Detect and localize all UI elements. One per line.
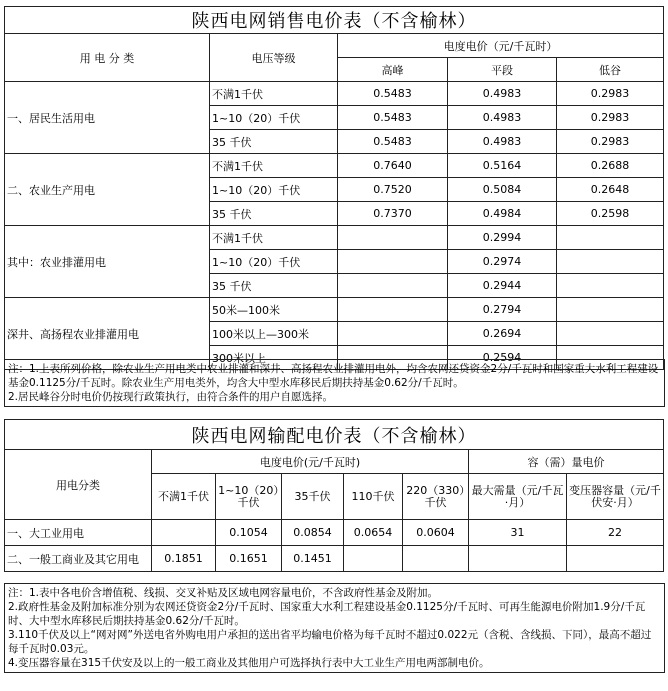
header-category: 用电分类 <box>5 450 152 520</box>
v1-cell: 0.1851 <box>152 546 216 572</box>
note-line: 3.110千伏及以上“网对网”外送电省外购电用户承担的送出省平均输电价格为每千瓦时不超过0.022元（含税、含线损、下同），最高不超过每千瓦时0.03元。 <box>8 629 652 655</box>
note-line: 2.政府性基金及附加标准分别为农网还贷资金2分/千瓦时、国家重大水利工程建设基金0.1125分/千瓦时、可再生能源电价附加1.9分/千瓦时、大中型水库移民后期扶持基金0.62分/千瓦时。 <box>8 601 646 627</box>
v2-cell: 0.1651 <box>216 546 282 572</box>
valley-cell: 0.2598 <box>557 202 664 226</box>
valley-cell: 0.2983 <box>557 82 664 106</box>
row-name: 一、大工业用电 <box>5 520 152 546</box>
voltage-cell: 35 千伏 <box>210 274 338 298</box>
flat-cell: 0.2974 <box>448 250 557 274</box>
note-line: 4.变压器容量在315千伏安及以上的一般工商业及其他用户可选择执行表中大工业生产用电两部制电价。 <box>8 657 490 669</box>
v5-cell <box>403 546 469 572</box>
flat-cell: 0.2694 <box>448 322 557 346</box>
valley-cell: 0.2648 <box>557 178 664 202</box>
valley-cell: 0.2983 <box>557 106 664 130</box>
flat-cell: 0.4983 <box>448 82 557 106</box>
header-transformer: 变压器容量（元/千伏安·月） <box>567 474 664 520</box>
v5-cell: 0.0604 <box>403 520 469 546</box>
note-line: 2.居民峰谷分时电价仍按现行政策执行，由符合条件的用户自愿选择。 <box>8 391 334 403</box>
voltage-cell: 1~10（20）千伏 <box>210 106 338 130</box>
flat-cell: 0.4983 <box>448 130 557 154</box>
voltage-cell: 35 千伏 <box>210 130 338 154</box>
flat-cell: 0.5084 <box>448 178 557 202</box>
table-row <box>5 226 664 250</box>
v4-cell: 0.0654 <box>344 520 403 546</box>
header-v5: 220（330）千伏 <box>403 474 469 520</box>
v3-cell: 0.0854 <box>282 520 344 546</box>
group-name: 二、农业生产用电 <box>5 154 210 226</box>
voltage-cell: 100米以上—300米 <box>210 322 338 346</box>
flat-cell: 0.4983 <box>448 106 557 130</box>
valley-cell <box>557 250 664 274</box>
transmission-table-notes <box>4 583 665 673</box>
max-demand-cell <box>469 546 567 572</box>
peak-cell: 0.7370 <box>338 202 448 226</box>
max-demand-cell: 31 <box>469 520 567 546</box>
header-price-group: 电度电价（元/千瓦时） <box>338 34 664 58</box>
peak-cell <box>338 226 448 250</box>
transmission-table-title: 陕西电网输配电价表（不含榆林） <box>5 420 664 450</box>
voltage-cell: 1~10（20）千伏 <box>210 178 338 202</box>
table-row <box>5 298 664 322</box>
voltage-cell: 不满1千伏 <box>210 154 338 178</box>
header-max-demand: 最大需量（元/千瓦·月） <box>469 474 567 520</box>
v1-cell <box>152 520 216 546</box>
peak-cell: 0.7520 <box>338 178 448 202</box>
table-row <box>5 82 664 106</box>
transformer-cell: 22 <box>567 520 664 546</box>
voltage-cell: 300米以上 <box>210 346 338 370</box>
v4-cell <box>344 546 403 572</box>
sales-table-notes <box>4 359 665 407</box>
header-category: 用 电 分 类 <box>5 34 210 82</box>
peak-cell <box>338 322 448 346</box>
header-valley: 低谷 <box>557 58 664 82</box>
v3-cell: 0.1451 <box>282 546 344 572</box>
sales-table-title: 陕西电网销售电价表（不含榆林） <box>5 7 664 34</box>
flat-cell: 0.2944 <box>448 274 557 298</box>
voltage-cell: 35 千伏 <box>210 202 338 226</box>
valley-cell <box>557 274 664 298</box>
header-flat: 平段 <box>448 58 557 82</box>
voltage-cell: 不满1千伏 <box>210 226 338 250</box>
note-line: 注：1.上表所列价格，除农业生产用电类中农业排灌和深井、高扬程农业排灌用电外，均含农网还贷资金2分/千瓦时和国家重大水利工程建设基金0.1125分/千瓦时。除农业生产用电类外，均含大中型水库移民后期扶持基金0.62分/千瓦时。 <box>8 363 659 389</box>
flat-cell: 0.2994 <box>448 226 557 250</box>
transmission-price-table <box>4 419 664 572</box>
header-capacity-group: 容（需）量电价 <box>469 450 664 474</box>
flat-cell: 0.2594 <box>448 346 557 370</box>
voltage-cell: 不满1千伏 <box>210 82 338 106</box>
note-line: 注：1.表中各电价含增值税、线损、交叉补贴及区域电网容量电价，不含政府性基金及附加。 <box>8 587 439 599</box>
valley-cell <box>557 298 664 322</box>
flat-cell: 0.5164 <box>448 154 557 178</box>
header-v4: 110千伏 <box>344 474 403 520</box>
header-v1: 不满1千伏 <box>152 474 216 520</box>
voltage-cell: 50米—100米 <box>210 298 338 322</box>
flat-cell: 0.4984 <box>448 202 557 226</box>
header-v2: 1~10（20）千伏 <box>216 474 282 520</box>
table-row <box>5 520 664 546</box>
v2-cell: 0.1054 <box>216 520 282 546</box>
table-row <box>5 546 664 572</box>
peak-cell: 0.7640 <box>338 154 448 178</box>
group-name: 其中：农业排灌用电 <box>5 226 210 298</box>
valley-cell <box>557 226 664 250</box>
valley-cell <box>557 322 664 346</box>
header-voltage: 电压等级 <box>210 34 338 82</box>
table-row <box>5 154 664 178</box>
peak-cell: 0.5483 <box>338 130 448 154</box>
group-name: 深井、高扬程农业排灌用电 <box>5 298 210 370</box>
header-peak: 高峰 <box>338 58 448 82</box>
voltage-cell: 1~10（20）千伏 <box>210 250 338 274</box>
peak-cell <box>338 298 448 322</box>
peak-cell <box>338 274 448 298</box>
valley-cell: 0.2983 <box>557 130 664 154</box>
sales-price-table <box>4 6 664 370</box>
peak-cell: 0.5483 <box>338 106 448 130</box>
peak-cell <box>338 250 448 274</box>
flat-cell: 0.2794 <box>448 298 557 322</box>
peak-cell: 0.5483 <box>338 82 448 106</box>
group-name: 一、居民生活用电 <box>5 82 210 154</box>
header-price-group: 电度电价(元/千瓦时) <box>152 450 469 474</box>
transformer-cell <box>567 546 664 572</box>
header-v3: 35千伏 <box>282 474 344 520</box>
valley-cell: 0.2688 <box>557 154 664 178</box>
row-name: 二、一般工商业及其它用电 <box>5 546 152 572</box>
